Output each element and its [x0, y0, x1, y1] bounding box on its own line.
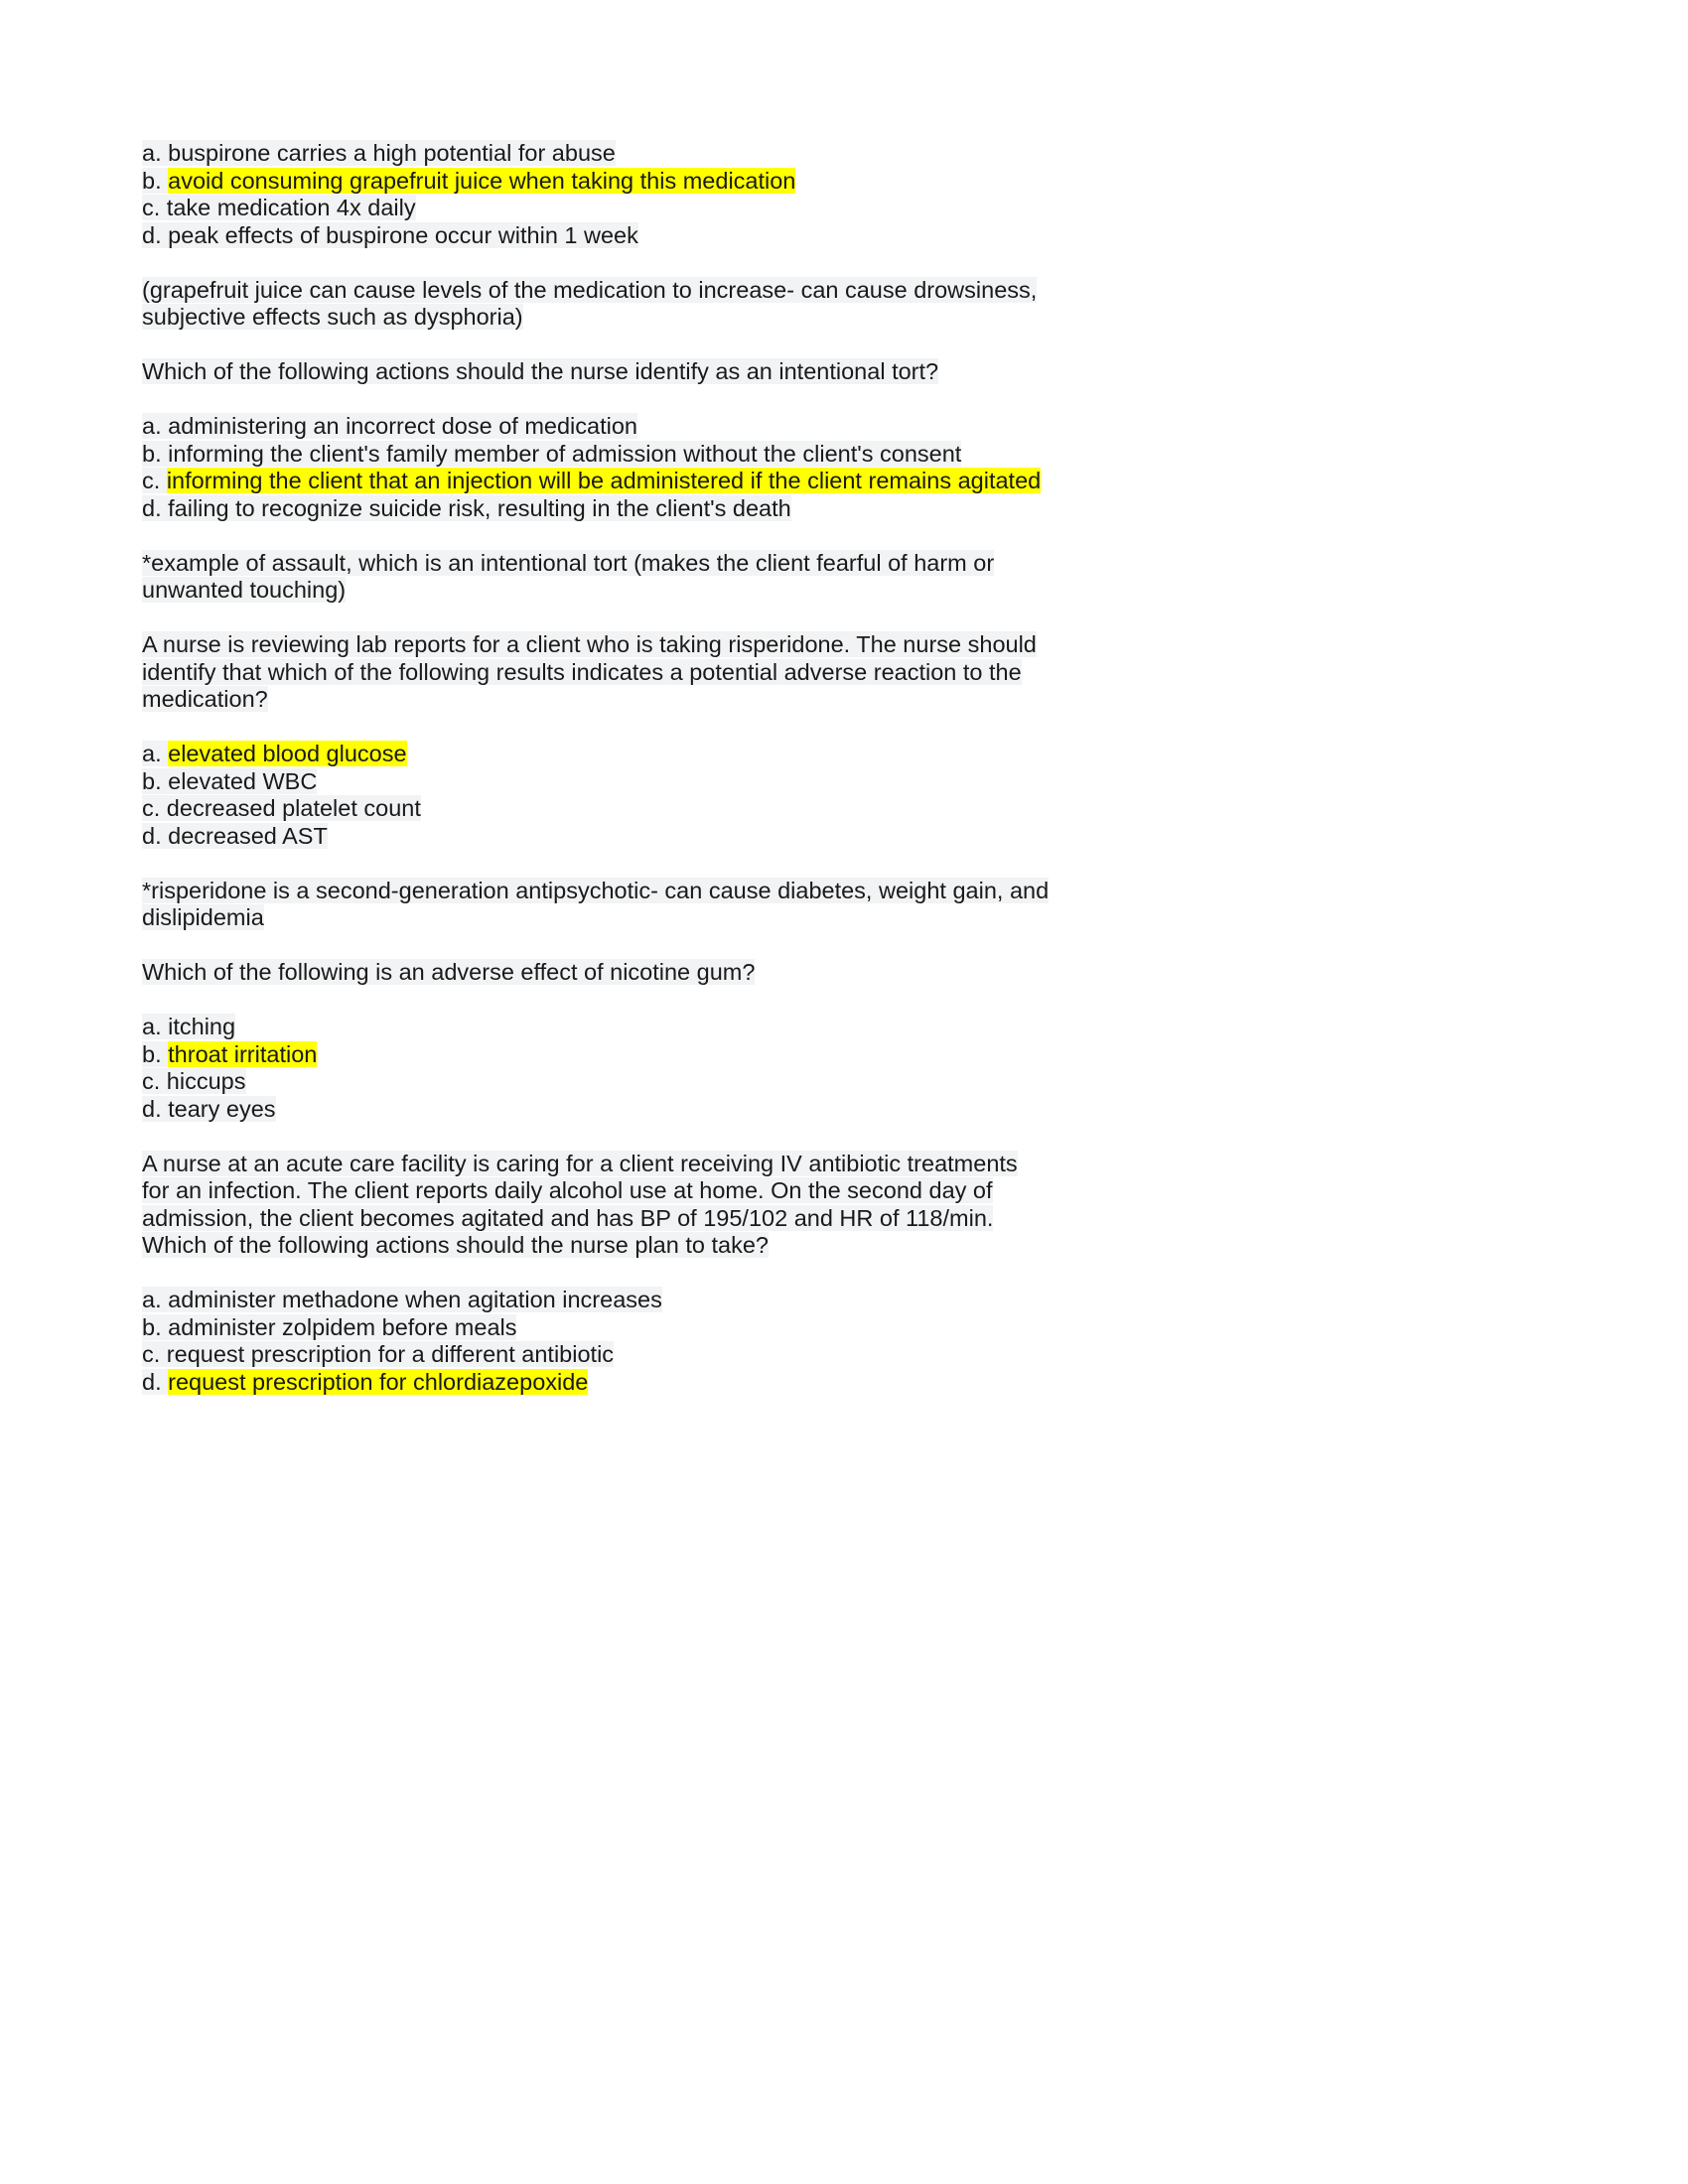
text-segment: a. administer methadone when agitation increases: [142, 1287, 662, 1312]
text-line: [142, 1014, 1165, 1041]
text-segment: c. decreased platelet count: [142, 795, 421, 821]
text-segment: d.: [142, 1368, 169, 1395]
text-segment: b. administer zolpidem before meals: [142, 1313, 517, 1340]
text-line: [142, 195, 1165, 222]
options-nicotine-gum: [142, 1014, 1165, 1123]
text-segment: c. hiccups: [142, 1068, 246, 1094]
text-segment: for an infection. The client reports daily alcohol use at home. On the second day of: [142, 1177, 993, 1203]
text-line: [142, 959, 1165, 987]
highlighted-text: avoid consuming grapefruit juice when taking this medication: [168, 167, 796, 194]
text-segment: A nurse at an acute care facility is caring for a client receiving IV antibiotic treatments: [142, 1150, 1018, 1176]
text-segment: a. itching: [142, 1014, 236, 1039]
highlighted-text: request prescription for chlordiazepoxide: [168, 1368, 589, 1395]
text-line: [142, 741, 1165, 768]
text-line: [142, 1177, 1165, 1205]
text-line: [142, 1068, 1165, 1096]
text-line: [142, 441, 1165, 469]
text-line: [142, 795, 1165, 823]
text-line: [142, 577, 1165, 605]
text-segment: c. request prescription for a different antibiotic: [142, 1341, 615, 1367]
text-line: [142, 304, 1165, 332]
text-segment: medication?: [142, 686, 268, 712]
text-segment: Which of the following actions should the nurse plan to take?: [142, 1232, 769, 1258]
rationale-assault: [142, 550, 1165, 605]
question-risperidone: [142, 631, 1165, 714]
text-line: [142, 823, 1165, 851]
text-segment: identify that which of the following results indicates a potential adverse reaction to the: [142, 658, 1022, 685]
text-line: [142, 768, 1165, 796]
text-line: [142, 1314, 1165, 1342]
text-segment: (grapefruit juice can cause levels of the medication to increase- can cause drowsiness,: [142, 276, 1038, 303]
rationale-grapefruit-juice: [142, 277, 1165, 332]
text-line: [142, 468, 1165, 495]
text-segment: b. elevated WBC: [142, 767, 318, 794]
text-segment: *example of assault, which is an intentional tort (makes the client fearful of harm or: [142, 549, 995, 576]
text-line: [142, 277, 1165, 305]
text-segment: d. teary eyes: [142, 1095, 276, 1122]
text-line: [142, 659, 1165, 687]
text-segment: d. decreased AST: [142, 822, 328, 849]
text-line: [142, 1151, 1165, 1178]
text-segment: b. informing the client's family member of admission without the client's consent: [142, 440, 962, 467]
options-intentional-tort: [142, 413, 1165, 522]
text-segment: *risperidone is a second-generation antipsychotic- can cause diabetes, weight gain, and: [142, 877, 1050, 903]
text-segment: unwanted touching): [142, 577, 347, 603]
text-segment: dislipidemia: [142, 904, 264, 930]
options-buspirone: [142, 140, 1165, 249]
text-segment: d. peak effects of buspirone occur within 1 week: [142, 221, 638, 248]
text-segment: c.: [142, 468, 167, 493]
text-line: [142, 140, 1165, 168]
text-line: [142, 878, 1165, 905]
text-line: [142, 413, 1165, 441]
text-segment: subjective effects such as dysphoria): [142, 304, 523, 330]
text-segment: admission, the client becomes agitated and has BP of 195/102 and HR of 118/min.: [142, 1204, 994, 1231]
text-segment: c. take medication 4x daily: [142, 195, 416, 220]
highlighted-text: elevated blood glucose: [168, 741, 407, 766]
question-nicotine-gum: [142, 959, 1165, 987]
text-line: [142, 1341, 1165, 1369]
text-line: [142, 1205, 1165, 1233]
options-risperidone: [142, 741, 1165, 850]
text-line: [142, 222, 1165, 250]
text-line: [142, 1369, 1165, 1397]
highlighted-text: throat irritation: [168, 1040, 318, 1067]
text-line: [142, 495, 1165, 523]
text-segment: Which of the following is an adverse effect of nicotine gum?: [142, 959, 756, 985]
question-intentional-tort: [142, 358, 1165, 386]
text-line: [142, 168, 1165, 196]
options-alcohol-withdrawal: [142, 1287, 1165, 1396]
text-segment: A nurse is reviewing lab reports for a client who is taking risperidone. The nurse should: [142, 631, 1037, 657]
text-segment: a. administering an incorrect dose of medication: [142, 413, 637, 439]
text-line: [142, 1287, 1165, 1314]
text-line: [142, 1232, 1165, 1260]
text-line: [142, 631, 1165, 659]
text-segment: d. failing to recognize suicide risk, resulting in the client's death: [142, 494, 791, 521]
question-alcohol-withdrawal: [142, 1151, 1165, 1260]
text-line: [142, 686, 1165, 714]
text-line: [142, 358, 1165, 386]
text-segment: Which of the following actions should the nurse identify as an intentional tort?: [142, 358, 939, 384]
document-content: [142, 140, 1165, 1396]
text-segment: b.: [142, 167, 169, 194]
text-line: [142, 904, 1165, 932]
text-segment: b.: [142, 1040, 169, 1067]
text-segment: a. buspirone carries a high potential for abuse: [142, 140, 616, 166]
highlighted-text: informing the client that an injection will be administered if the client remains agitated: [166, 468, 1042, 493]
text-line: [142, 1096, 1165, 1124]
text-segment: a.: [142, 741, 169, 766]
rationale-risperidone: [142, 878, 1165, 932]
text-line: [142, 550, 1165, 578]
text-line: [142, 1041, 1165, 1069]
